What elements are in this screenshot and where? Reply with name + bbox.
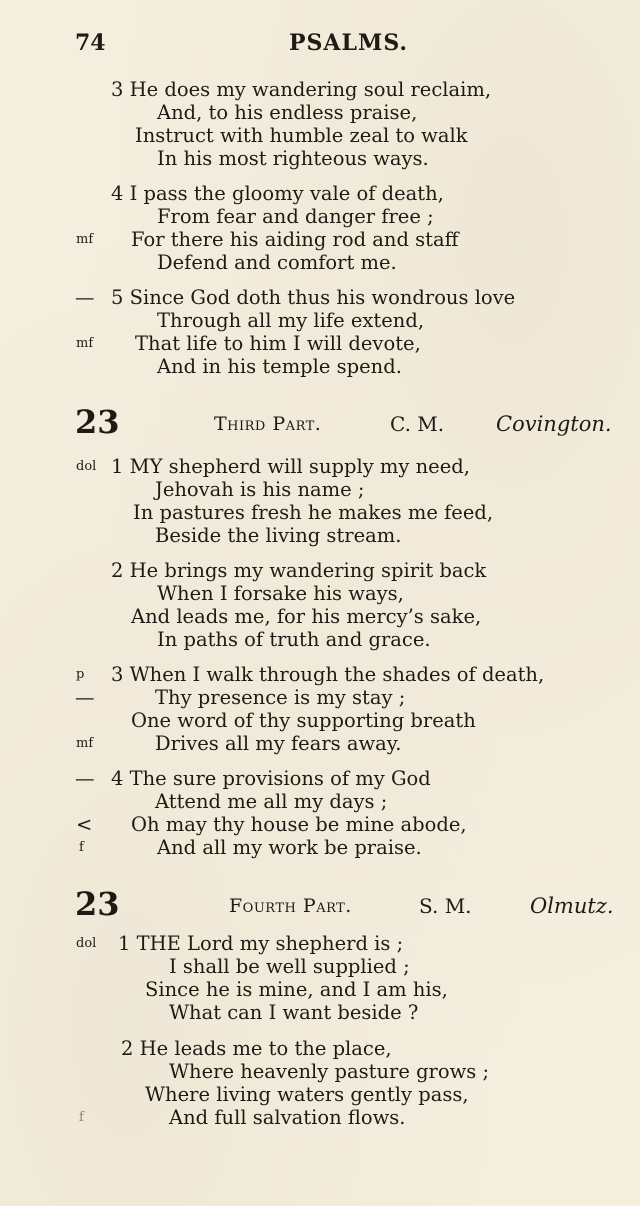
verse-line: For there his aiding rod and staff <box>131 228 459 251</box>
part-title: Third Part. <box>214 413 322 435</box>
verse-line: Defend and comfort me. <box>157 251 397 274</box>
verse-line: 2 He leads me to the place, <box>121 1037 392 1060</box>
dynamic-mark: mf <box>76 736 94 751</box>
verse-line: 1 MY shepherd will supply my need, <box>111 455 470 478</box>
verse-line: When I forsake his ways, <box>157 582 404 605</box>
verse-line: In paths of truth and grace. <box>157 628 431 651</box>
page-number: 74 <box>75 30 106 56</box>
verse-line: In pastures fresh he makes me feed, <box>133 501 494 524</box>
verse-line: And in his temple spend. <box>157 355 402 378</box>
verse-line: 3 When I walk through the shades of death, <box>111 663 545 686</box>
verse-line: Through all my life extend, <box>157 309 425 332</box>
tune-name: Covington. <box>496 412 612 436</box>
verse-line: 5 Since God doth thus his wondrous love <box>111 286 516 309</box>
verse-line: I shall be well supplied ; <box>169 955 410 978</box>
verse-line: Where living waters gently pass, <box>145 1083 469 1106</box>
dynamic-mark: dol <box>76 459 97 474</box>
verse-line: Oh may thy house be mine abode, <box>131 813 467 836</box>
psalm-number: 23 <box>75 885 120 923</box>
verse-line: 2 He brings my wandering spirit back <box>111 559 487 582</box>
verse-line: And leads me, for his mercy’s sake, <box>131 605 482 628</box>
verse-line: Where heavenly pasture grows ; <box>169 1060 490 1083</box>
verse-line: 3 He does my wandering soul reclaim, <box>111 78 492 101</box>
verse-line: And all my work be praise. <box>157 836 422 859</box>
dynamic-mark: — <box>75 767 95 790</box>
dynamic-mark: — <box>75 286 95 309</box>
dynamic-mark: p <box>76 667 85 682</box>
verse-line: Beside the living stream. <box>155 524 402 547</box>
verse-line: 4 The sure provisions of my God <box>111 767 431 790</box>
dynamic-mark: f <box>79 840 84 855</box>
verse-line: Since he is mine, and I am his, <box>145 978 448 1001</box>
verse-line: 1 THE Lord my shepherd is ; <box>118 932 404 955</box>
dynamic-mark: mf <box>76 232 94 247</box>
verse-line: And, to his endless praise, <box>157 101 418 124</box>
dynamic-mark: < <box>76 813 93 836</box>
part-title: Fourth Part. <box>229 895 352 917</box>
dynamic-mark: mf <box>76 336 94 351</box>
verse-line: Instruct with humble zeal to walk <box>135 124 468 147</box>
verse-line: One word of thy supporting breath <box>131 709 476 732</box>
psalm-number: 23 <box>75 403 120 441</box>
verse-line: And full salvation flows. <box>169 1106 406 1129</box>
dynamic-mark: dol <box>76 936 97 951</box>
meter-label: S. M. <box>419 894 472 918</box>
meter-label: C. M. <box>390 412 445 436</box>
running-title: PSALMS. <box>289 30 409 56</box>
dynamic-mark: f <box>79 1110 84 1125</box>
verse-line: 4 I pass the gloomy vale of death, <box>111 182 444 205</box>
verse-line: In his most righteous ways. <box>157 147 429 170</box>
verse-line: What can I want beside ? <box>169 1001 419 1024</box>
verse-line: From fear and danger free ; <box>157 205 434 228</box>
tune-name: Olmutz. <box>530 894 614 918</box>
dynamic-mark: — <box>75 686 95 709</box>
verse-line: Jehovah is his name ; <box>155 478 365 501</box>
verse-line: Attend me all my days ; <box>155 790 388 813</box>
verse-line: That life to him I will devote, <box>135 332 421 355</box>
verse-line: Drives all my fears away. <box>155 732 402 755</box>
verse-line: Thy presence is my stay ; <box>155 686 406 709</box>
